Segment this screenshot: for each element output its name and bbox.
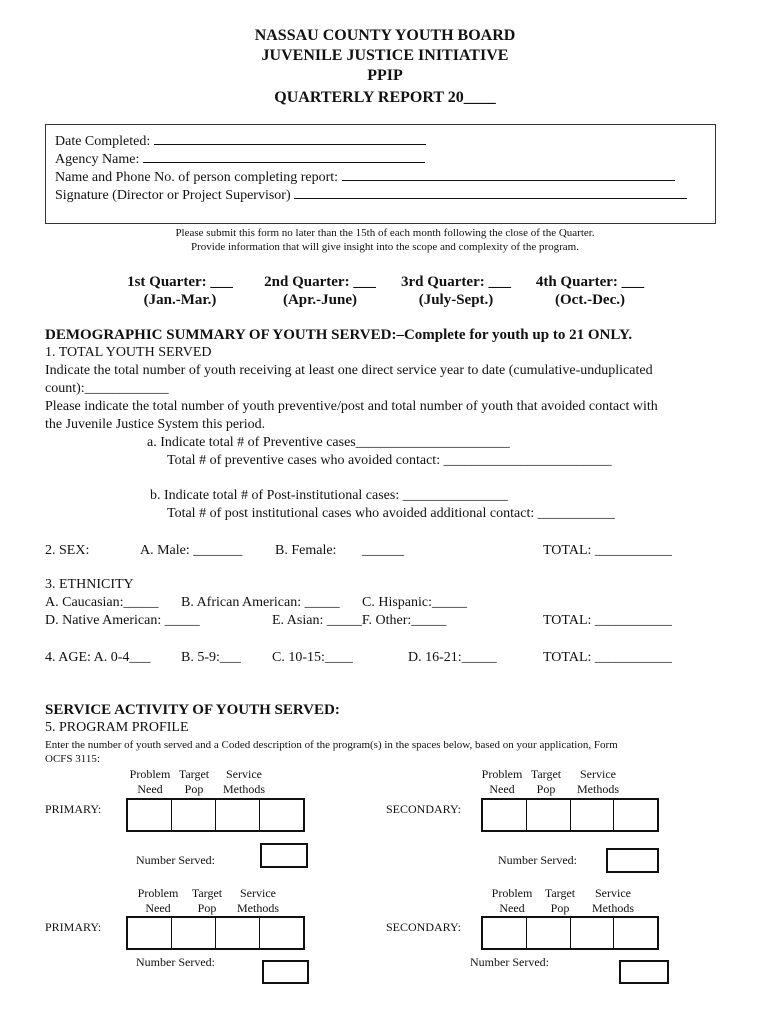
- quarter-2-label: 2nd Quarter: ___: [264, 274, 376, 290]
- age-10-15-field[interactable]: C. 10-15:____: [272, 650, 353, 665]
- age-total-field[interactable]: TOTAL: ___________: [543, 650, 672, 665]
- primary-code-cell[interactable]: [172, 800, 216, 830]
- number-served-box[interactable]: [606, 848, 659, 873]
- signature-field[interactable]: [55, 184, 687, 204]
- ethnicity-caucasian-field[interactable]: A. Caucasian:_____: [45, 595, 159, 610]
- secondary-code-cell[interactable]: [571, 800, 615, 830]
- secondary-code-cell[interactable]: [571, 918, 615, 948]
- sex-male-field[interactable]: A. Male: _______: [140, 543, 243, 558]
- post-institutional-avoided-field[interactable]: Total # of post institutional cases who avoided additional contact: ___________: [167, 506, 615, 521]
- name-phone-label: Name and Phone No. of person completing report:: [55, 170, 339, 185]
- quarter-2-range: (Apr.-June): [282, 292, 358, 308]
- signature-label: Signature (Director or Project Supervisor): [55, 188, 291, 203]
- col-header-service: Service: [595, 886, 631, 900]
- date-completed-line: [154, 130, 426, 145]
- secondary-code-cell[interactable]: [483, 918, 527, 948]
- quarter-1-range: (Jan.-Mar.): [143, 292, 217, 308]
- preventive-cases-field[interactable]: a. Indicate total # of Preventive cases______________________: [147, 435, 510, 450]
- preventive-text-1: Please indicate the total number of youth preventive/post and total number of youth that avoided contact with: [45, 399, 658, 414]
- program-profile-text-1: Enter the number of youth served and a Coded description of the program(s) in the spaces below, based on your application, Form: [45, 739, 618, 751]
- primary-code-cell[interactable]: [128, 800, 172, 830]
- number-served-label: Number Served:: [470, 955, 549, 969]
- quarter-3-range: (July-Sept.): [418, 292, 494, 308]
- col-header-service-methods: [214, 767, 274, 797]
- col-header-problem-need: [133, 886, 183, 916]
- primary-code-cell[interactable]: [172, 918, 216, 948]
- col-header-pop: Pop: [550, 901, 570, 915]
- col-header-service-methods: [583, 886, 643, 916]
- number-served-box[interactable]: [260, 843, 308, 868]
- number-served-label: Number Served:: [498, 853, 577, 867]
- agency-name-label: Agency Name:: [55, 152, 140, 167]
- primary-label: PRIMARY:: [45, 802, 102, 816]
- col-header-service-methods: [568, 767, 628, 797]
- number-served-label: Number Served:: [136, 853, 215, 867]
- preventive-avoided-field[interactable]: Total # of preventive cases who avoided contact: ________________________: [167, 453, 612, 468]
- col-header-problem-need: [487, 886, 537, 916]
- col-header-target-pop: [185, 886, 229, 916]
- instructions-line-1: Please submit this form no later than the 15th of each month following the close of the Quarter.: [175, 227, 595, 239]
- name-phone-line: [342, 166, 675, 181]
- quarter-2-field[interactable]: [250, 273, 390, 309]
- col-header-target-pop: [524, 767, 568, 797]
- col-header-target-pop: [538, 886, 582, 916]
- sex-label: 2. SEX:: [45, 543, 90, 558]
- title-line-3: PPIP: [367, 67, 403, 84]
- secondary-code-cell[interactable]: [614, 918, 657, 948]
- quarter-3-label: 3rd Quarter: ___: [401, 274, 511, 290]
- instructions-line-2: Provide information that will give insight into the scope and complexity of the program.: [191, 241, 579, 253]
- title-line-1: NASSAU COUNTY YOUTH BOARD: [254, 27, 516, 44]
- agency-name-line: [143, 148, 425, 163]
- col-header-pop: Pop: [536, 782, 556, 796]
- col-header-need: Need: [499, 901, 525, 915]
- primary-code-cell[interactable]: [128, 918, 172, 948]
- name-phone-field[interactable]: [55, 166, 675, 186]
- number-served-box[interactable]: [262, 960, 309, 984]
- col-header-need: Need: [145, 901, 171, 915]
- primary-code-cell[interactable]: [216, 800, 260, 830]
- secondary-code-cell[interactable]: [483, 800, 527, 830]
- sex-female-field[interactable]: ______: [362, 543, 404, 558]
- number-served-label: Number Served:: [136, 955, 215, 969]
- ethnicity-label: 3. ETHNICITY: [45, 577, 134, 592]
- ethnicity-total-field[interactable]: TOTAL: ___________: [543, 613, 672, 628]
- total-youth-heading: 1. TOTAL YOUTH SERVED: [45, 345, 212, 360]
- col-header-target: Target: [191, 886, 223, 900]
- col-header-target: Target: [178, 767, 210, 781]
- col-header-problem: Problem: [481, 767, 523, 781]
- sex-female-label: B. Female:: [275, 543, 337, 558]
- col-header-pop: Pop: [184, 782, 204, 796]
- col-header-problem-need: [125, 767, 175, 797]
- ethnicity-native-american-field[interactable]: D. Native American: _____: [45, 613, 200, 628]
- ethnicity-african-american-field[interactable]: B. African American: _____: [181, 595, 340, 610]
- col-header-service: Service: [226, 767, 262, 781]
- col-header-target: Target: [544, 886, 576, 900]
- col-header-problem: Problem: [129, 767, 171, 781]
- date-completed-field[interactable]: [55, 130, 426, 150]
- col-header-methods: Methods: [592, 901, 634, 915]
- col-header-target-pop: [172, 767, 216, 797]
- col-header-need: Need: [137, 782, 163, 796]
- primary-label: PRIMARY:: [45, 920, 102, 934]
- age-5-9-field[interactable]: B. 5-9:___: [181, 650, 241, 665]
- title-line-4: QUARTERLY REPORT 20____: [274, 89, 496, 106]
- col-header-problem-need: [477, 767, 527, 797]
- secondary-label: SECONDARY:: [386, 802, 461, 816]
- total-youth-count-field[interactable]: count):____________: [45, 381, 169, 396]
- primary-code-cell[interactable]: [260, 800, 303, 830]
- secondary-code-cell[interactable]: [527, 800, 571, 830]
- secondary-code-cell[interactable]: [614, 800, 657, 830]
- primary-code-cell[interactable]: [216, 918, 260, 948]
- quarter-4-label: 4th Quarter: ___: [535, 274, 645, 290]
- program-profile-text-2: OCFS 3115:: [45, 753, 100, 765]
- col-header-methods: Methods: [223, 782, 265, 796]
- post-institutional-field[interactable]: b. Indicate total # of Post-institutional cases: _______________: [150, 488, 508, 503]
- sex-total-field[interactable]: TOTAL: ___________: [543, 543, 672, 558]
- quarter-3-field[interactable]: [386, 273, 526, 309]
- preventive-text-2: the Juvenile Justice System this period.: [45, 417, 266, 432]
- secondary-code-boxes: [481, 798, 659, 832]
- program-profile-heading: 5. PROGRAM PROFILE: [45, 720, 189, 735]
- service-heading: SERVICE ACTIVITY OF YOUTH SERVED:: [45, 702, 340, 718]
- secondary-code-boxes: [481, 916, 659, 950]
- primary-code-boxes: [126, 798, 305, 832]
- ethnicity-asian-other-field[interactable]: E. Asian: _____F. Other:_____: [272, 613, 447, 628]
- col-header-problem: Problem: [137, 886, 179, 900]
- secondary-code-cell[interactable]: [527, 918, 571, 948]
- col-header-problem: Problem: [491, 886, 533, 900]
- age-16-21-field[interactable]: D. 16-21:_____: [408, 650, 497, 665]
- col-header-service: Service: [240, 886, 276, 900]
- quarter-1-label: 1st Quarter: ___: [127, 274, 233, 290]
- total-youth-text-1: Indicate the total number of youth receiving at least one direct service year to date (cumulative-unduplicated: [45, 363, 653, 378]
- number-served-box[interactable]: [619, 960, 669, 984]
- col-header-need: Need: [489, 782, 515, 796]
- col-header-service: Service: [580, 767, 616, 781]
- signature-line: [294, 184, 687, 199]
- quarter-4-field[interactable]: [520, 273, 660, 309]
- secondary-label: SECONDARY:: [386, 920, 461, 934]
- quarter-1-field[interactable]: [110, 273, 250, 309]
- col-header-service-methods: [228, 886, 288, 916]
- primary-code-boxes: [126, 916, 305, 950]
- date-completed-label: Date Completed:: [55, 134, 151, 149]
- col-header-target: Target: [530, 767, 562, 781]
- col-header-methods: Methods: [577, 782, 619, 796]
- demographic-heading: DEMOGRAPHIC SUMMARY OF YOUTH SERVED:–Complete for youth up to 21 ONLY.: [45, 327, 633, 343]
- title-line-2: JUVENILE JUSTICE INITIATIVE: [261, 47, 509, 64]
- age-0-4-field[interactable]: 4. AGE: A. 0-4___: [45, 650, 151, 665]
- col-header-pop: Pop: [197, 901, 217, 915]
- quarter-4-range: (Oct.-Dec.): [555, 292, 625, 308]
- agency-name-field[interactable]: [55, 148, 425, 168]
- ethnicity-hispanic-field[interactable]: C. Hispanic:_____: [362, 595, 467, 610]
- primary-code-cell[interactable]: [260, 918, 303, 948]
- col-header-methods: Methods: [237, 901, 279, 915]
